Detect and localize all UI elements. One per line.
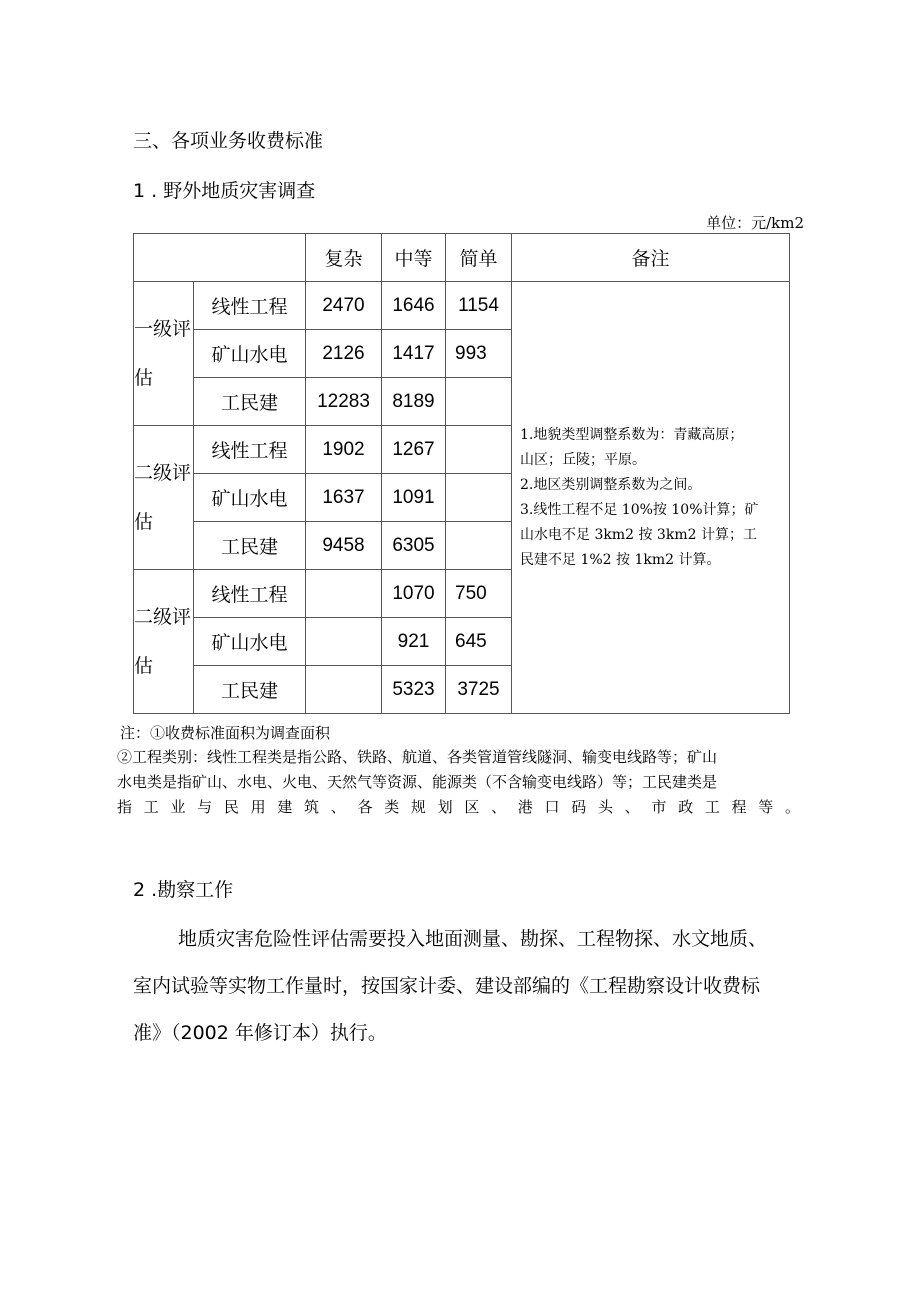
row-type: 线性工程 [194, 282, 306, 330]
row-type: 矿山水电 [194, 474, 306, 522]
row-type: 线性工程 [194, 426, 306, 474]
value-medium: 1070 [382, 570, 446, 618]
note-line-4: 指工业与民用建筑、各类规划区、港口码头、市政工程等。 [117, 798, 800, 816]
value-complex: 1902 [306, 426, 382, 474]
value-complex: 1637 [306, 474, 382, 522]
value-complex: 2126 [306, 330, 382, 378]
subsection-title-survey-work: 2 .勘察工作 [133, 879, 234, 901]
group-label: 二级评估 [134, 426, 194, 570]
row-type: 矿山水电 [194, 330, 306, 378]
value-simple [446, 426, 512, 474]
value-simple [446, 474, 512, 522]
value-complex: 9458 [306, 522, 382, 570]
paragraph-line-2: 室内试验等实物工作量时，按国家计委、建设部编的《工程勘察设计收费标 [133, 975, 761, 997]
note-line-2: ②工程类别：线性工程类是指公路、铁路、航道、各类管道管线隧洞、输变电线路等；矿山 [117, 748, 718, 766]
value-medium: 6305 [382, 522, 446, 570]
value-simple [446, 522, 512, 570]
remark-line: 山区；丘陵；平原。 [520, 451, 646, 468]
header-medium: 中等 [382, 234, 446, 282]
paragraph-line-1: 地质灾害危险性评估需要投入地面测量、勘探、工程物探、水文地质、 [178, 928, 768, 950]
row-type: 工民建 [194, 666, 306, 714]
note-line-3: 水电类是指矿山、水电、火电、天然气等资源、能源类（不含输变电线路）等；工民建类是 [117, 773, 718, 791]
header-remarks: 备注 [512, 234, 790, 282]
value-complex [306, 666, 382, 714]
value-complex: 2470 [306, 282, 382, 330]
group-label: 一级评估 [134, 282, 194, 426]
remarks-cell [512, 282, 790, 714]
value-medium: 1267 [382, 426, 446, 474]
remark-line: 民建不足 1%2 按 1km2 计算。 [520, 551, 721, 568]
value-medium: 921 [382, 618, 446, 666]
row-type: 工民建 [194, 378, 306, 426]
value-simple: 750 [446, 570, 512, 618]
remark-line: 3.线性工程不足 10%按 10%计算；矿 [520, 501, 759, 518]
value-complex [306, 618, 382, 666]
value-complex: 12283 [306, 378, 382, 426]
row-type: 线性工程 [194, 570, 306, 618]
value-simple [446, 378, 512, 426]
header-blank [134, 234, 306, 282]
value-medium: 5323 [382, 666, 446, 714]
value-medium: 1417 [382, 330, 446, 378]
note-line-1: 注：①收费标准面积为调查面积 [120, 724, 331, 742]
paragraph-line-3: 准》（2002 年修订本）执行。 [133, 1022, 387, 1044]
value-simple: 993 [446, 330, 512, 378]
group-label: 二级评估 [134, 570, 194, 714]
section-heading: 三、各项业务收费标准 [133, 130, 324, 152]
value-medium: 8189 [382, 378, 446, 426]
value-simple: 645 [446, 618, 512, 666]
fee-table [133, 233, 790, 714]
row-type: 矿山水电 [194, 618, 306, 666]
subsection-title-field-survey: 1 . 野外地质灾害调查 [133, 180, 316, 202]
header-simple: 简单 [446, 234, 512, 282]
table-row [134, 282, 790, 330]
table-header-row [134, 234, 790, 282]
value-complex [306, 570, 382, 618]
value-medium: 1646 [382, 282, 446, 330]
header-complex: 复杂 [306, 234, 382, 282]
remark-line: 1.地貌类型调整系数为：青藏高原； [520, 426, 744, 443]
value-simple: 3725 [446, 666, 512, 714]
remark-line: 2.地区类别调整系数为之间。 [520, 476, 702, 493]
row-type: 工民建 [194, 522, 306, 570]
remark-line: 山水电不足 3km2 按 3km2 计算；工 [520, 526, 757, 543]
unit-label: 单位：元/km2 [706, 214, 804, 232]
value-simple: 1154 [446, 282, 512, 330]
value-medium: 1091 [382, 474, 446, 522]
